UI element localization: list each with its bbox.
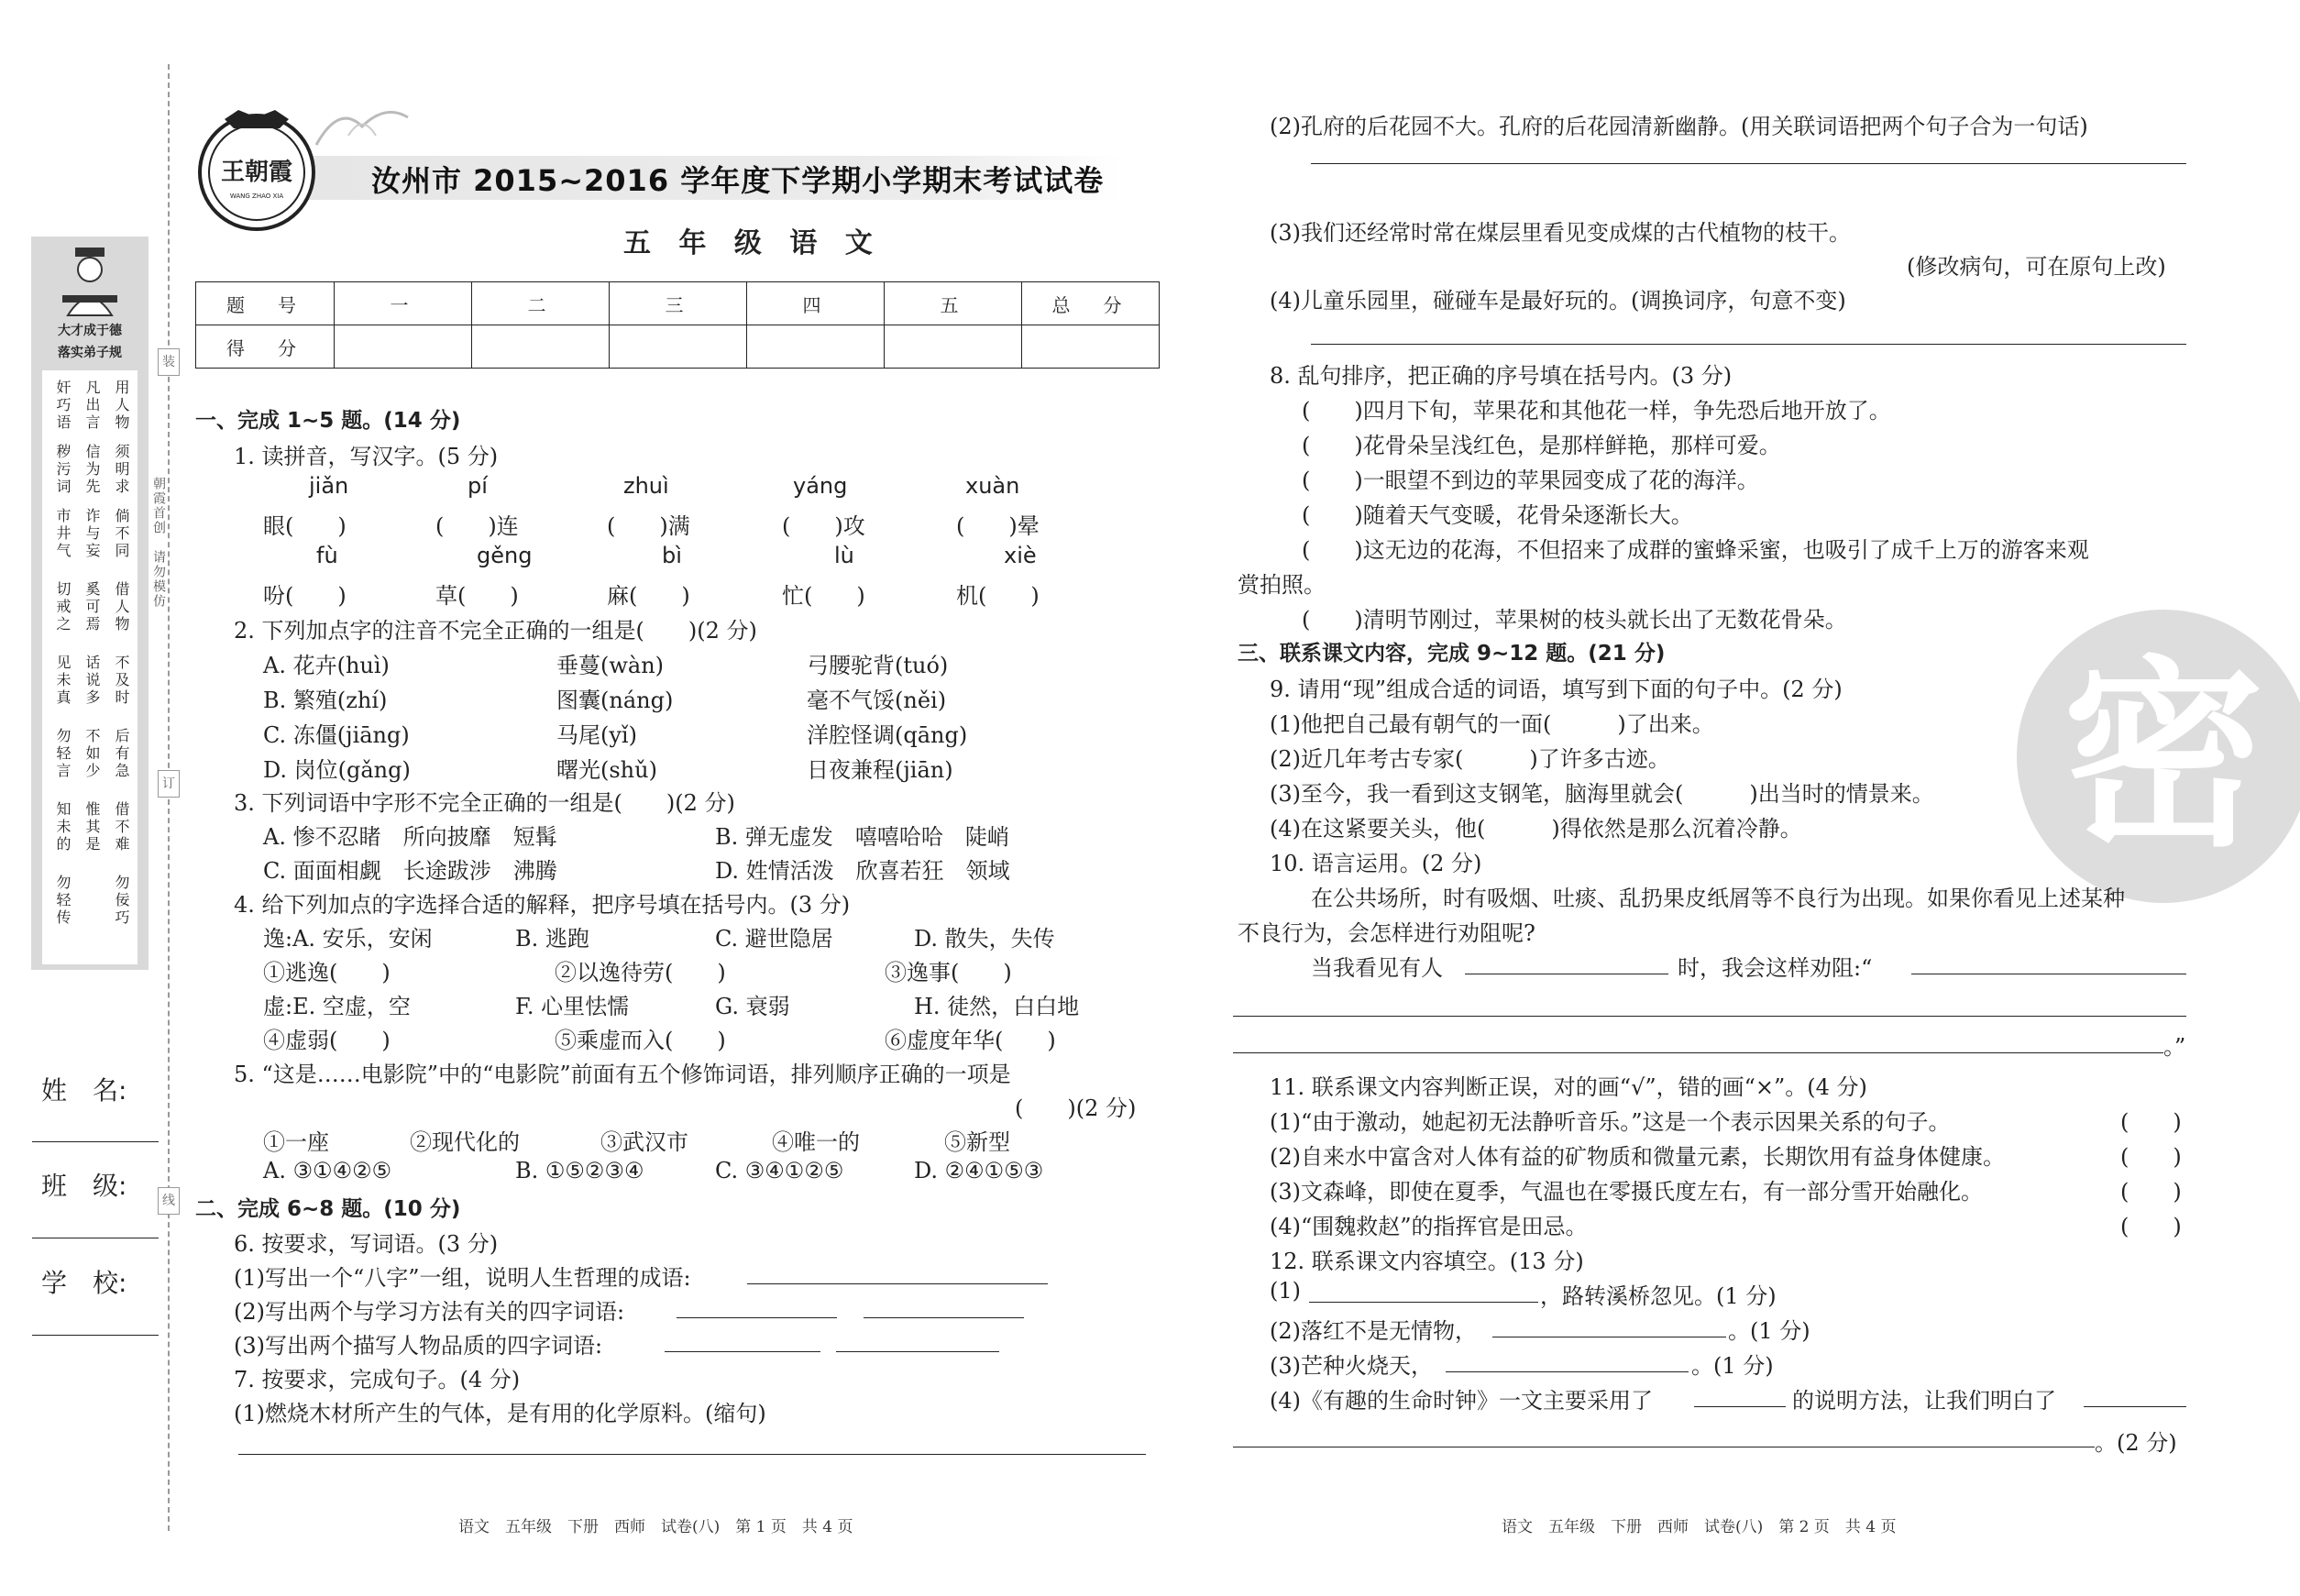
- q3-option: C. 面面相觑 长途跋涉 沸腾: [263, 858, 557, 884]
- q2-option: 马尾(yǐ): [556, 722, 637, 748]
- q11-statement: (1)“由于激动，她起初无法静听音乐。”这是一个表示因果关系的句子。: [1270, 1109, 1951, 1135]
- q11-statement: (3)文森峰，即使在夏季，气温也在零摄氏度左右，有一部分雪开始融化。: [1270, 1179, 1983, 1205]
- q7-2-answer-line[interactable]: [1311, 163, 2186, 164]
- q2-option: 图囊(náng): [556, 688, 674, 713]
- q2-prompt: 2. 下列加点字的注音不完全正确的一组是( )(2 分): [234, 618, 757, 644]
- q12-4-mid: 的说明方法，让我们明白了: [1792, 1388, 2056, 1414]
- q1-pinyin: xuàn: [965, 473, 1020, 499]
- score-input-cell[interactable]: [610, 325, 747, 369]
- watermark-text: 密: [2063, 639, 2265, 874]
- q10-paragraph: 在公共场所，时有吸烟、吐痰、乱扔果皮纸屑等不良行为出现。如果你看见上述某种: [1311, 886, 2125, 911]
- score-cell: 一: [335, 282, 472, 325]
- q12-1-tail: ，路转溪桥忽见。(1 分): [1540, 1283, 1777, 1309]
- q5-word: ①一座: [263, 1129, 329, 1155]
- q4-definition: B. 逃跑: [515, 926, 589, 952]
- q12-4-answer-line[interactable]: [1694, 1406, 1786, 1407]
- score-input-cell[interactable]: [885, 325, 1022, 369]
- motto-col: 借不难: [113, 801, 130, 853]
- q3-option: B. 弹无虚发 嘻嘻哈哈 陡峭: [715, 824, 1009, 850]
- motto-col: 诈与妄: [83, 508, 101, 560]
- q1-pinyin: yáng: [793, 473, 848, 499]
- q7-2: (2)孔府的后花园不大。孔府的后花园清新幽静。(用关联词语把两个句子合为一句话): [1270, 114, 2088, 139]
- q2-option: 洋腔怪调(qāng): [807, 722, 968, 748]
- q11-prompt: 11. 联系课文内容判断正误，对的画“√”，错的画“×”。(4 分): [1270, 1074, 1867, 1100]
- subject-title: 五 年 级 语 文: [623, 227, 882, 259]
- q4-item[interactable]: ⑥虚度年华( ): [885, 1028, 1056, 1053]
- name-label: 姓 名:: [41, 1075, 127, 1106]
- binding-dashed-line: [168, 64, 170, 1531]
- q4-definition: 虚:E. 空虚，空: [263, 994, 411, 1019]
- scholar-illustration: [59, 244, 121, 317]
- q1-blank[interactable]: 吩( ): [263, 583, 347, 609]
- score-cell: 三: [610, 282, 747, 325]
- q4-definition: C. 避世隐居: [715, 926, 833, 952]
- q4-definition: 逸:A. 安乐，安闲: [263, 926, 433, 952]
- score-input-cell[interactable]: [747, 325, 885, 369]
- class-label: 班 级:: [41, 1171, 127, 1201]
- q11-answer-blank[interactable]: ( ): [2120, 1214, 2182, 1239]
- q1-pinyin: lù: [834, 543, 854, 568]
- score-table: [195, 281, 1160, 369]
- q12-2-lead: (2)落红不是无情物，: [1270, 1318, 1477, 1344]
- q10-lead-a: 当我看见有人: [1311, 955, 1443, 981]
- motto-col: 秽污词: [54, 444, 72, 496]
- q2-option: 日夜兼程(jiān): [807, 757, 953, 783]
- q12-3-answer-line[interactable]: [1446, 1371, 1689, 1372]
- q3-option: A. 惨不忍睹 所向披靡 短髯: [263, 824, 557, 850]
- q4-item[interactable]: ⑤乘虚而入( ): [555, 1028, 726, 1053]
- q9-item[interactable]: (1)他把自己最有朝气的一面( )了出来。: [1270, 711, 1714, 737]
- motto-col: 勿佞巧: [113, 875, 130, 927]
- motto-col: 奚可焉: [83, 581, 101, 633]
- q12-prompt: 12. 联系课文内容填空。(13 分): [1270, 1249, 1584, 1274]
- motto-col: 倘不同: [113, 508, 130, 560]
- q4-definition: D. 散失，失传: [914, 926, 1055, 952]
- q5-option: B. ①⑤②③④: [515, 1158, 644, 1183]
- ribbon-decoration-icon: [312, 99, 413, 154]
- score-table-score-row: [196, 325, 1160, 369]
- q8-sentence[interactable]: ( )这无边的花海，不但招来了成群的蜜蜂采蜜，也吸引了成千上万的游客来观: [1302, 537, 2089, 563]
- score-input-cell[interactable]: [1022, 325, 1160, 369]
- q4-item[interactable]: ②以逸待劳( ): [555, 960, 726, 985]
- q6-3-answer-line[interactable]: [836, 1351, 999, 1352]
- q11-statement: (2)自来水中富含对人体有益的矿物质和微量元素，长期饮用有益身体健康。: [1270, 1144, 2005, 1170]
- q5-answer-blank[interactable]: ( )(2 分): [1015, 1095, 1137, 1121]
- q2-option: 曙光(shǔ): [556, 757, 657, 783]
- q8-sentence[interactable]: ( )一眼望不到边的苹果园变成了花的海洋。: [1302, 468, 1759, 493]
- confidential-watermark: [2017, 610, 2300, 903]
- q1-pinyin: xiè: [1004, 543, 1037, 568]
- q10-close-quote: 。”: [2163, 1034, 2186, 1060]
- q6-3: (3)写出两个描写人物品质的四字词语:: [234, 1333, 603, 1359]
- q2-option: A. 花卉(huì): [263, 653, 390, 678]
- exam-title: 汝州市 2015~2016 学年度下学期小学期末考试试卷: [371, 163, 1105, 198]
- q11-statement: (4)“围魏救赵”的指挥官是田忌。: [1270, 1214, 1588, 1239]
- q1-pinyin: fù: [316, 543, 338, 568]
- motto-col: 惟其是: [83, 801, 101, 853]
- q1-pinyin: zhuì: [623, 473, 669, 499]
- q12-3-lead: (3)芒种火烧天，: [1270, 1353, 1433, 1379]
- q12-3-tail: 。(1 分): [1691, 1353, 1774, 1379]
- q1-pinyin: gěng: [477, 543, 533, 568]
- q2-option: 垂蔓(wàn): [556, 653, 665, 678]
- q1-blank[interactable]: 眼( ): [263, 513, 347, 539]
- section-1-title: 一、完成 1~5 题。(14 分): [195, 409, 461, 433]
- q4-item[interactable]: ③逸事( ): [885, 960, 1012, 985]
- logo-text: 王朝霞: [220, 159, 293, 186]
- motto-col: 信为先: [83, 444, 101, 496]
- q2-option: B. 繁殖(zhí): [263, 688, 388, 713]
- motto-col: 勿轻传: [54, 875, 72, 927]
- q5-word: ②现代化的: [410, 1129, 520, 1155]
- school-field[interactable]: [32, 1335, 159, 1336]
- motto-col: 不如少: [83, 728, 101, 780]
- q1-pinyin: bì: [662, 543, 682, 568]
- section-3-title: 三、联系课文内容，完成 9~12 题。(21 分): [1238, 642, 1666, 666]
- q12-4-answer-line[interactable]: [2084, 1406, 2186, 1407]
- q5-prompt: 5. “这是……电影院”中的“电影院”前面有五个修饰词语，排列顺序正确的一项是: [234, 1062, 1011, 1087]
- motto-col: 后有急: [113, 728, 130, 780]
- q6-1: (1)写出一个“八字”一组，说明人生哲理的成语:: [234, 1265, 691, 1291]
- q12-1-lead: (1): [1270, 1278, 1301, 1304]
- q7-3-note: (修改病句，可在原句上改): [1907, 254, 2166, 280]
- q4-prompt: 4. 给下列加点的字选择合适的解释，把序号填在括号内。(3 分): [234, 892, 851, 918]
- q5-word: ④唯一的: [772, 1129, 860, 1155]
- logo-seal-icon: [188, 101, 325, 238]
- q8-sentence-wrap: 赏拍照。: [1238, 572, 1326, 598]
- binding-mark-3: 线: [158, 1187, 180, 1215]
- q1-blank[interactable]: ( )满: [607, 513, 690, 539]
- q6-2-answer-line[interactable]: [864, 1317, 1024, 1318]
- q10-answer-line[interactable]: [1233, 1016, 2186, 1017]
- q1-blank[interactable]: ( )连: [435, 513, 519, 539]
- motto-col: 不及时: [113, 655, 130, 707]
- score-cell: 总 分: [1022, 282, 1160, 325]
- q6-2-answer-line[interactable]: [677, 1317, 837, 1318]
- q7-4: (4)儿童乐园里，碰碰车是最好玩的。(调换词序，句意不变): [1270, 288, 1846, 314]
- page-2-footer: 语文 五年级 下册 西师 试卷(八) 第 2 页 共 4 页: [1502, 1518, 1897, 1536]
- q8-sentence[interactable]: ( )随着天气变暖，花骨朵逐渐长大。: [1302, 502, 1693, 528]
- q3-prompt: 3. 下列词语中字形不完全正确的一组是( )(2 分): [234, 790, 735, 816]
- q7-4-answer-line[interactable]: [1311, 344, 2186, 345]
- q9-item[interactable]: (4)在这紧要关头，他( )得依然是那么沉着冷静。: [1270, 816, 1802, 842]
- q1-pinyin: jiǎn: [309, 473, 349, 499]
- q6-2: (2)写出两个与学习方法有关的四字词语:: [234, 1299, 625, 1325]
- q9-item[interactable]: (2)近几年考古专家( )了许多古迹。: [1270, 746, 1670, 772]
- q6-3-answer-line[interactable]: [665, 1351, 820, 1352]
- q4-item[interactable]: ④虚弱( ): [263, 1028, 391, 1053]
- q11-answer-blank[interactable]: ( ): [2120, 1109, 2182, 1135]
- q7-prompt: 7. 按要求，完成句子。(4 分): [234, 1367, 521, 1392]
- q5-option: D. ②④①⑤③: [914, 1158, 1044, 1183]
- q5-option: C. ③④①②⑤: [715, 1158, 844, 1183]
- motto-col: 见未真: [54, 655, 72, 707]
- q5-word: ③武汉市: [600, 1129, 688, 1155]
- motto-title-1: 大才成于德: [58, 324, 122, 338]
- motto-columns: [42, 370, 138, 964]
- q4-definition: H. 徒然，白白地: [914, 994, 1080, 1019]
- score-cell: 五: [885, 282, 1022, 325]
- score-cell: 题 号: [196, 282, 335, 325]
- q1-blank[interactable]: 忙( ): [782, 583, 865, 609]
- q1-blank[interactable]: ( )攻: [782, 513, 865, 539]
- q8-prompt: 8. 乱句排序，把正确的序号填在括号内。(3 分): [1270, 363, 1733, 389]
- q3-option: D. 姓情活泼 欣喜若狂 领域: [715, 858, 1010, 884]
- score-table-header-row: [196, 282, 1160, 325]
- q11-answer-blank[interactable]: ( ): [2120, 1144, 2182, 1170]
- motto-panel: [31, 237, 149, 970]
- name-field[interactable]: [32, 1141, 159, 1142]
- motto-col: 话说多: [83, 655, 101, 707]
- q5-word: ⑤新型: [944, 1129, 1010, 1155]
- q2-option: 毫不气馁(něi): [807, 688, 947, 713]
- q7-1: (1)燃烧木材所产生的气体，是有用的化学原料。(缩句): [234, 1401, 766, 1426]
- q9-prompt: 9. 请用“现”组成合适的词语，填写到下面的句子中。(2 分): [1270, 677, 1843, 702]
- q7-1-answer-line[interactable]: [238, 1454, 1146, 1455]
- motto-title-2: 落实弟子规: [58, 346, 122, 360]
- binding-mark-1: 装: [158, 348, 180, 376]
- page-1-footer: 语文 五年级 下册 西师 试卷(八) 第 1 页 共 4 页: [458, 1518, 853, 1536]
- school-label: 学 校:: [41, 1268, 127, 1298]
- q4-item[interactable]: ①逃逸( ): [263, 960, 391, 985]
- q1-blank[interactable]: 麻( ): [607, 583, 690, 609]
- q7-3: (3)我们还经常时常在煤层里看见变成煤的古代植物的枝干。: [1270, 220, 1851, 246]
- q1-blank[interactable]: 草( ): [435, 583, 519, 609]
- motto-col: 知未的: [54, 801, 72, 853]
- q1-blank[interactable]: 机( ): [956, 583, 1040, 609]
- binding-mark-2: 订: [158, 770, 180, 798]
- q1-blank[interactable]: ( )晕: [956, 513, 1040, 539]
- q10-lead-b: 时，我会这样劝阻:“: [1678, 955, 1873, 981]
- motto-col: 用人物: [113, 380, 130, 432]
- q12-2-tail: 。(1 分): [1728, 1318, 1810, 1344]
- q4-definition: G. 衰弱: [715, 994, 790, 1019]
- q6-prompt: 6. 按要求，写词语。(3 分): [234, 1231, 499, 1257]
- score-input-cell[interactable]: [335, 325, 472, 369]
- q12-4-lead: (4)《有趣的生命时钟》一文主要采用了: [1270, 1388, 1653, 1414]
- motto-col: 凡出言: [83, 380, 101, 432]
- score-cell: 得 分: [196, 325, 335, 369]
- score-cell: 四: [747, 282, 885, 325]
- q2-option: 弓腰驼背(tuó): [807, 653, 949, 678]
- q6-1-answer-line[interactable]: [747, 1283, 1048, 1284]
- q8-sentence[interactable]: ( )四月下旬，苹果花和其他花一样，争先恐后地开放了。: [1302, 398, 1891, 424]
- q8-sentence[interactable]: ( )清明节刚过，苹果树的枝头就长出了无数花骨朵。: [1302, 607, 1847, 633]
- q10-answer-line[interactable]: [1233, 1052, 2163, 1053]
- motto-col: 奸巧语: [54, 380, 72, 432]
- q2-option: D. 岗位(gǎng): [263, 757, 411, 783]
- score-input-cell[interactable]: [472, 325, 610, 369]
- copyright-vertical-text: 朝霞首创 请勿模仿: [151, 477, 166, 609]
- q5-option: A. ③①④②⑤: [263, 1158, 392, 1183]
- q1-prompt: 1. 读拼音，写汉字。(5 分): [234, 444, 499, 469]
- motto-col: 须明求: [113, 444, 130, 496]
- q12-1-answer-line[interactable]: [1309, 1302, 1538, 1303]
- q10-paragraph: 不良行为，会怎样进行劝阻呢?: [1238, 920, 1535, 946]
- q9-item[interactable]: (3)至今，我一看到这支钢笔，脑海里就会( )出当时的情景来。: [1270, 781, 1934, 807]
- motto-col: 切戒之: [54, 581, 72, 633]
- q12-4-tail: 。(2 分): [2095, 1430, 2177, 1456]
- section-2-title: 二、完成 6~8 题。(10 分): [195, 1197, 461, 1221]
- motto-col: 勿轻言: [54, 728, 72, 780]
- q8-sentence[interactable]: ( )花骨朵呈浅红色，是那样鲜艳，那样可爱。: [1302, 433, 1781, 458]
- q2-option: C. 冻僵(jiāng): [263, 722, 410, 748]
- q11-answer-blank[interactable]: ( ): [2120, 1179, 2182, 1205]
- q4-definition: F. 心里怯懦: [515, 994, 630, 1019]
- q10-prompt: 10. 语言运用。(2 分): [1270, 851, 1482, 876]
- motto-col: 市井气: [54, 508, 72, 560]
- motto-col: 借人物: [113, 581, 130, 633]
- logo-subtext: WANG ZHAO XIA: [229, 193, 284, 200]
- q1-pinyin: pí: [468, 473, 488, 499]
- score-cell: 二: [472, 282, 610, 325]
